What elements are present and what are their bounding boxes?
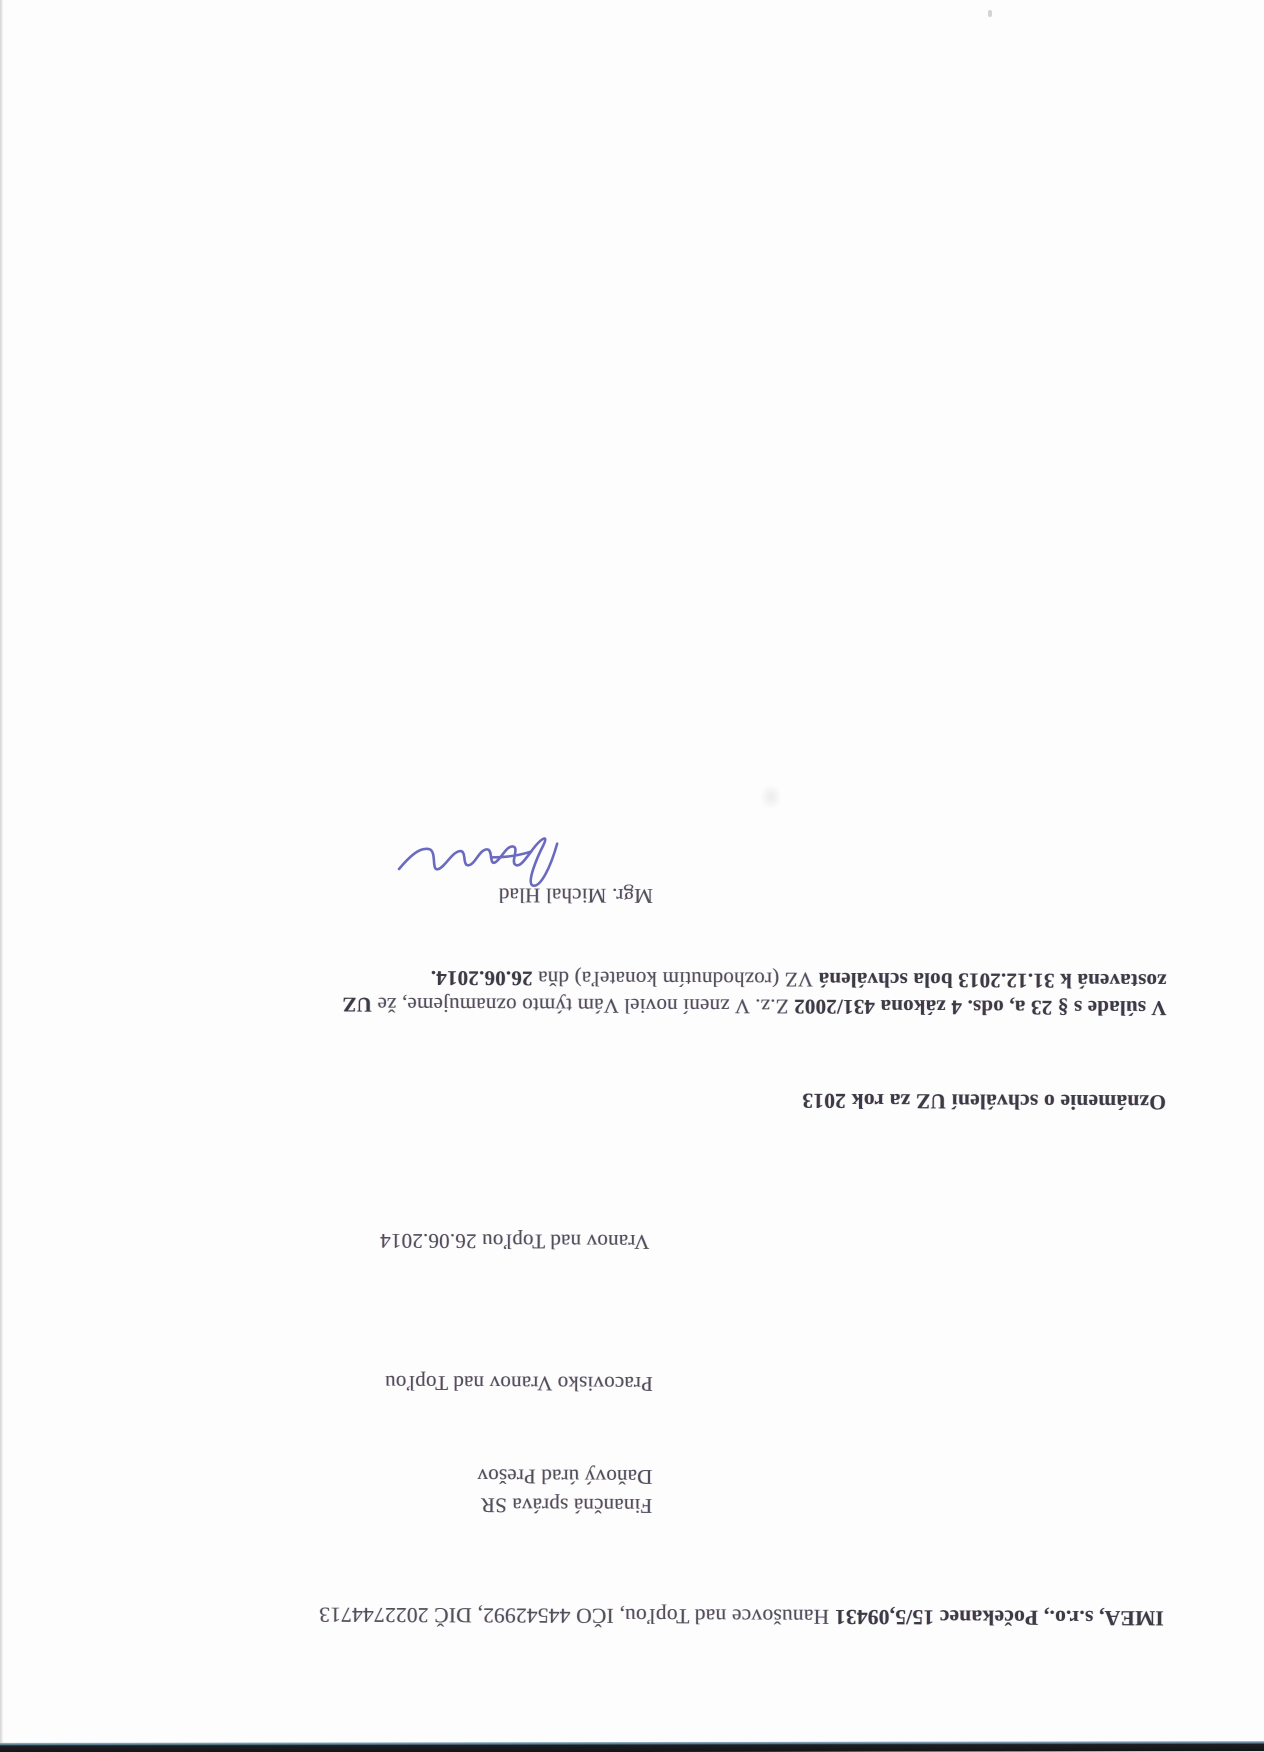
sender-company-details: Hanušovce nad Topľou, IČO 44542992, DIČ 2022744713: [318, 1602, 835, 1629]
scan-left-edge-artifact: [0, 0, 3, 1752]
sender-company-name: IMEA, s.r.o., Počekanec 15/5,09431: [834, 1604, 1164, 1631]
body-run-regular-notice: Z.z. V znení noviel Vám týmto oznamujeme, že: [371, 992, 789, 1019]
handwritten-signature-icon: [381, 819, 571, 896]
body-run-bold-date: 26.06.2014.: [430, 966, 533, 991]
body-run-bold-uz: UZ: [342, 992, 372, 1017]
scanner-bottom-edge-strip: [0, 1741, 1264, 1752]
body-paragraph-line-2: [431, 965, 1167, 993]
scan-smudge-artifact: [760, 784, 782, 810]
body-run-bold-law: V súlade s § 23 a, ods. 4 zákona 431/2002: [788, 994, 1167, 1021]
recipient-authority: Finančná správa SR: [480, 1493, 653, 1519]
sender-header-line: [319, 1602, 1164, 1631]
recipient-office: Daňový úrad Prešov: [477, 1464, 653, 1490]
place-and-date-line: Vranov nad Topľou 26.06.2014: [379, 1228, 650, 1255]
scan-dust-dot-artifact: [988, 10, 992, 17]
body-run-regular-decision: VZ (rozhodnutím konateľa) dňa: [532, 966, 814, 992]
body-run-bold-approved: zostavená k 31.12.2013 bola schválená: [812, 967, 1167, 994]
subject-line: Oznámenie o schválení UZ za rok 2013: [802, 1088, 1167, 1115]
signatory-name: Mgr. Michal Hlad: [498, 883, 653, 909]
body-paragraph-line-1: [342, 992, 1166, 1021]
recipient-workplace: Pracovisko Vranov nad Topľou: [384, 1370, 653, 1397]
